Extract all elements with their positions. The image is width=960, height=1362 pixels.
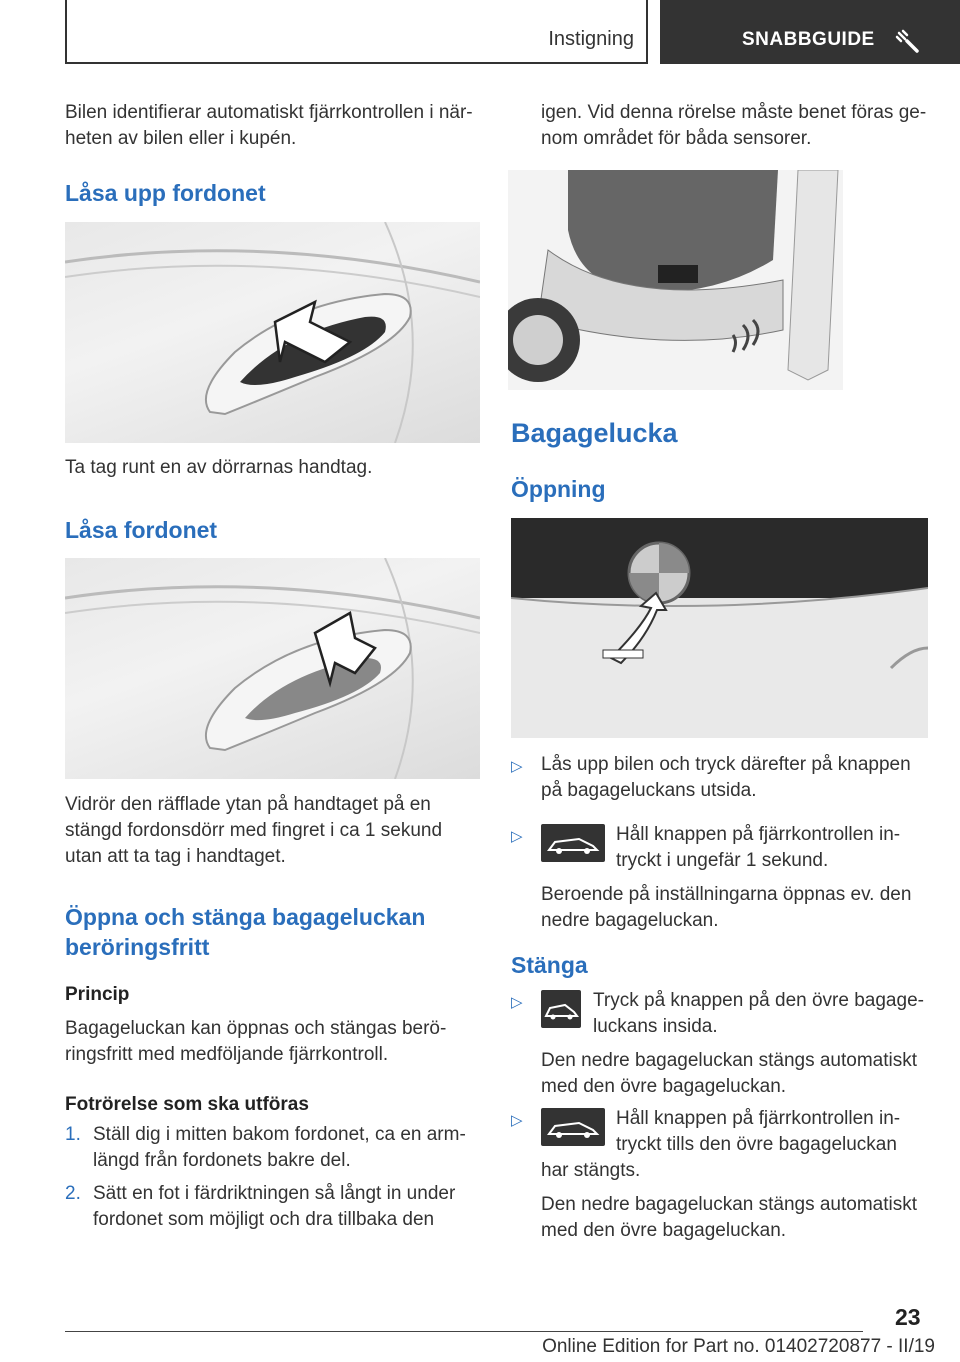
lock-line-2: stängd fordonsdörr med fingret i ca 1 sekund (65, 820, 443, 841)
closing-line: luckans insida. (593, 1016, 718, 1037)
door-handle-lock-figure (65, 558, 480, 779)
opening-line: tryckt i ungefär 1 sekund. (616, 850, 829, 871)
triangle-bullet-icon: ▷ (511, 758, 523, 775)
tailgate-button-figure (511, 518, 928, 738)
closing-list (511, 988, 928, 1241)
opening-line: Håll knappen på fjärrkontrollen in- (616, 824, 901, 845)
door-handle-lock-illustration (65, 558, 480, 779)
continuation-line-2: nom området för båda sensorer. (541, 128, 812, 149)
touchless-heading (65, 902, 480, 962)
principle-heading: Princip (65, 984, 130, 1005)
section-title: Instigning (548, 28, 634, 50)
step-line: längd från fordonets bakre del. (93, 1150, 351, 1171)
footer-edition: Online Edition for Part no. 01402720877 - II/19 (542, 1336, 935, 1357)
triangle-bullet-icon: ▷ (511, 1112, 523, 1129)
touchless-heading-line-1: Öppna och stänga bagageluckan (65, 904, 426, 930)
principle-line-2: ringsfritt med medföljande fjärrkontroll. (65, 1044, 389, 1065)
remote-tailgate-button-icon (541, 1108, 605, 1146)
step-number: 1. (65, 1124, 81, 1145)
triangle-bullet-icon: ▷ (511, 828, 523, 845)
lock-paragraph (65, 792, 480, 870)
steps-list (65, 1122, 480, 1232)
step-line: Ställ dig i mitten bakom fordonet, ca en arm- (93, 1124, 466, 1145)
closing-note: Den nedre bagageluckan stängs automatiskt (541, 1050, 918, 1071)
lock-line-1: Vidrör den räfflade ytan på handtaget på en (65, 794, 431, 815)
closing-note: med den övre bagageluckan. (541, 1076, 787, 1097)
header-guide-box (660, 0, 960, 64)
step-line: fordonet som möjligt och dra tillbaka den (93, 1209, 435, 1230)
inside-tailgate-button-icon (541, 990, 581, 1028)
closing-line: Håll knappen på fjärrkontrollen in- (616, 1108, 901, 1129)
step-line: Sätt en fot i färdriktningen så långt in under (93, 1183, 456, 1204)
closing-line: tryckt tills den övre bagageluckan (616, 1134, 897, 1155)
lock-line-3: utan att ta tag i handtaget. (65, 846, 286, 867)
step-item (65, 1122, 480, 1174)
opening-line: på bagageluckans utsida. (541, 780, 757, 801)
closing-note: Den nedre bagageluckan stängs automatiskt (541, 1194, 918, 1215)
principle-line-1: Bagageluckan kan öppnas och stängas berö- (65, 1018, 447, 1039)
step-number: 2. (65, 1183, 81, 1204)
unlock-text: Ta tag runt en av dörrarnas handtag. (65, 457, 373, 478)
opening-line: Lås upp bilen och tryck därefter på knappen (541, 754, 911, 775)
page-number: 23 (895, 1304, 921, 1330)
foot-motion-figure (508, 170, 843, 390)
principle-paragraph (65, 1016, 480, 1068)
continuation-paragraph (541, 100, 931, 152)
triangle-bullet-icon: ▷ (511, 994, 523, 1011)
header-section-box (65, 0, 648, 64)
unlock-heading: Låsa upp fordonet (65, 180, 266, 206)
continuation-line-1: igen. Vid denna rörelse måste benet föras ge- (541, 102, 927, 123)
door-handle-unlock-figure (65, 222, 480, 443)
intro-paragraph (65, 100, 480, 152)
tailgate-button-illustration (511, 518, 928, 738)
closing-heading: Stänga (511, 952, 588, 978)
touchless-heading-line-2: beröringsfritt (65, 934, 210, 960)
closing-item (511, 988, 928, 1100)
door-handle-unlock-illustration (65, 222, 480, 443)
step-item (65, 1181, 480, 1233)
closing-line: har stängts. (541, 1160, 641, 1181)
opening-note: nedre bagageluckan. (541, 910, 719, 931)
closing-line: Tryck på knappen på den övre bagage- (593, 990, 924, 1011)
intro-line-2: heten av bilen eller i kupén. (65, 128, 297, 149)
snabbguide-icon (895, 29, 921, 53)
tailgate-heading: Bagagelucka (511, 418, 678, 448)
opening-item (511, 822, 928, 934)
closing-item (511, 1106, 928, 1244)
opening-item (511, 752, 928, 804)
opening-note: Beroende på inställningarna öppnas ev. den (541, 884, 912, 905)
foot-motion-illustration (508, 170, 843, 390)
opening-heading: Öppning (511, 476, 606, 502)
intro-line-1: Bilen identifierar automatiskt fjärrkontrollen i när- (65, 102, 473, 123)
guide-title: SNABBGUIDE (742, 29, 875, 50)
footer-divider (65, 1331, 863, 1332)
closing-note: med den övre bagageluckan. (541, 1220, 787, 1241)
motion-heading: Fotrörelse som ska utföras (65, 1094, 309, 1115)
remote-tailgate-button-icon (541, 824, 605, 862)
lock-heading: Låsa fordonet (65, 517, 218, 543)
